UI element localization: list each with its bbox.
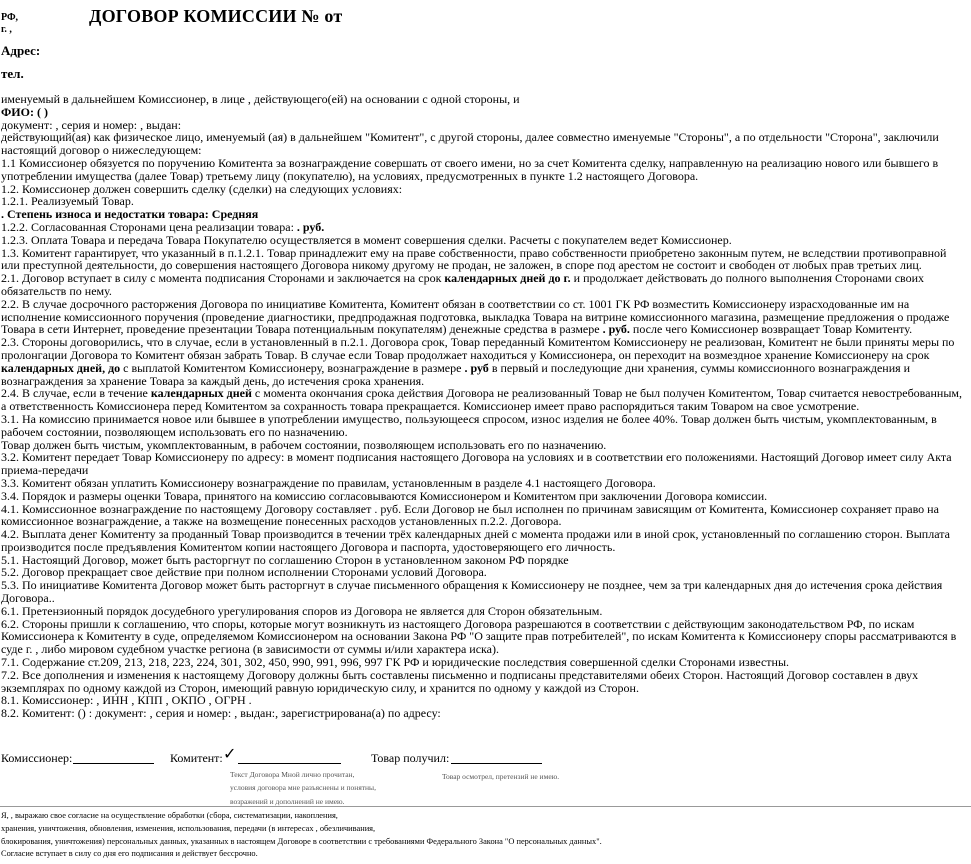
text-run: 1.2.1. Реализуемый Товар.: [1, 194, 134, 209]
text-run: 1.3. Комитент гарантирует, что указанный в п.1.2.1. Товар принадлежит ему на праве собственности, право собственности приобретено законным путем, не вследствии противоправной или преступной деятельности, до совершения настоящего Договора никому другому не продан, не заложен, в споре под арестом не состоит и свободен от любых прав третьих лиц.: [1, 245, 947, 273]
text-run: . Степень износа и недостатки товара: Средняя: [1, 207, 259, 222]
text-run: 3.3. Комитент обязан уплатить Комиссионеру вознаграждение по правилам, установленным в разделе 4.1 настоящего Договора.: [1, 475, 656, 490]
text-run: с момента окончания срока действия Договора не реализованный Товар не был получен Комитентом, Товар считается невостребованным, а ответственность Комиссионера перед Комитентом за сохранность товара прекращается. Комиссионер имеет право распорядиться таким Товаром на свое усмотрение.: [1, 386, 963, 414]
text-run: 8.1. Комиссионер: , ИНН , КПП , ОКПО , ОГРН .: [1, 693, 252, 708]
text-run: 2.1. Договор вступает в силу с момента подписания Сторонами и заключается на срок: [1, 271, 445, 286]
signature-row: [1, 746, 967, 768]
commissioner-sign-label: Комиссионер:: [1, 751, 73, 765]
divider: [0, 806, 971, 807]
text-run: ФИО: ( ): [1, 104, 48, 119]
text-run: 5.2. Договор прекращает свое действие при полном исполнении Сторонами условий Договора.: [1, 565, 487, 580]
text-run: 4.2. Выплата денег Комитенту за проданный Товар производится в течении трёх календарных дней с момента продажи или в иной срок, установленный по соглашению сторон. Выплата производится после предъявления Комитентом копии настоящего Договора и паспорта, удостоверяющего его личность.: [1, 527, 950, 554]
text-run: действующий(ая) как физическое лицо, именуемый (ая) в дальнейшем "Комитент", с другой стороны, далее совместно именуемые "Стороны", а по отдельности "Сторона", заключили настоящий договор о нижеследующем:: [1, 130, 939, 158]
document-title: ДОГОВОР КОМИССИИ № от: [89, 6, 343, 26]
contract-paragraph: [1, 183, 967, 196]
text-run: 4.1. Комиссионное вознаграждение по настоящему Договору составляет . руб. Если Договор не был исполнен по причинам зависящим от Комитента, Комиссионер сохраняет право на комиссионное вознаграждение, а также на возмещение понесенных расходов установленных п.2.2. Договора.: [1, 501, 939, 529]
contract-paragraph: [1, 157, 967, 183]
text-run: 1.2. Комиссионер должен совершить сделку (сделки) на следующих условиях:: [1, 181, 403, 196]
contract-paragraph: [1, 503, 967, 529]
commissioner-sign-line[interactable]: [73, 752, 154, 764]
text-run: с выплатой Комитентом Комиссионеру, вознаграждение в размере: [120, 360, 465, 375]
contract-paragraph: [1, 413, 967, 439]
received-sign-line[interactable]: [451, 752, 542, 764]
text-run: 5.1. Настоящий Договор, может быть расторгнут по соглашению Сторон в установленном законом РФ порядке: [1, 552, 569, 567]
contract-paragraph: [1, 579, 967, 605]
contract-paragraph: [1, 336, 967, 387]
received-label: Товар получил:: [371, 751, 450, 765]
text-run: именуемый в дальнейшем Комиссионер, в лице , действующего(ей) на основании с одной стороны, и: [1, 92, 520, 106]
contract-paragraph: [1, 528, 967, 554]
contract-paragraph: [1, 618, 967, 656]
committent-sign-line[interactable]: [238, 752, 341, 764]
committent-note: Текст Договора Мной лично прочитан, условия договора мне разъяснены и понятны, возражений и дополнений не имею.: [230, 770, 376, 806]
contract-paragraph: [1, 298, 967, 336]
header-city: г. ,: [1, 24, 12, 35]
text-run: 1.1 Комиссионер обязуется по поручению Комитента за вознаграждение совершать от своего имени, но за счет Комитента сделку, направленную на реализацию нового или бывшего в употреблении имущества (далее Товар) третьему лицу (покупателю), на условиях, предусмотренных в пункте 1.2 настоящего Договора.: [1, 155, 939, 183]
text-run: документ: , серия и номер: , выдан:: [1, 117, 182, 132]
contract-paragraph: [1, 131, 967, 157]
text-run: 1.2.3. Оплата Товара и передача Товара Покупателю осуществляется в момент совершения сделки. Расчеты с покупателем ведет Комиссионер.: [1, 232, 732, 247]
text-run: 3.2. Комитент передает Товар Комиссионеру по адресу: в момент подписания настоящего Договора на условиях и в соответствии его положениями. Настоящий Договор имеет силу Акта приема-передачи: [1, 450, 952, 478]
text-run: . руб.: [602, 322, 630, 337]
contract-paragraph: [1, 387, 967, 413]
text-run: 1.2.2. Согласованная Сторонами цена реализации товара:: [1, 219, 297, 234]
phone-label: тел.: [1, 66, 24, 81]
text-run: 6.1. Претензионный порядок досудебного урегулирования споров из Договора не является для Сторон обязательным.: [1, 603, 603, 618]
text-run: и продолжает действовать до полного выполнения Сторонами своих обязательств по нему.: [1, 271, 925, 298]
contract-paragraph: [1, 707, 967, 720]
contract-paragraph: [1, 93, 967, 106]
text-run: 2.4. В случае, если в течение: [1, 386, 151, 401]
contract-paragraph: [1, 669, 967, 695]
text-run: 3.4. Порядок и размеры оценки Товара, принятого на комиссию согласовываются Комиссионером и Комитентом при заключении Договора комиссии.: [1, 488, 768, 503]
check-icon: ✓: [223, 746, 237, 763]
text-run: календарных дней до г.: [444, 271, 571, 286]
text-run: после чего Комиссионер возвращает Товар Комитенту.: [629, 322, 913, 337]
personal-data-consent: Я, , выражаю свое согласие на осуществление обработки (сбора, систематизации, накопления, хранения, уничтожения, обновления, изменения, использования, передачи (в интересах , обезличивания, блокирования, уничтожения) персональных данных, указанных в настоящем Договоре в соответствии с требованиями Федерального Закона "О персональных данных". Согласие вступает в силу со дня его подписания и действует бессрочно.: [1, 811, 602, 859]
text-run: календарных дней: [150, 386, 252, 401]
contract-paragraph: [1, 247, 967, 273]
text-run: 2.3. Стороны договорились, что в случае, если в установленный в п.2.1. Договора срок, Товар переданный Комитентом Комиссионеру не реализован, Комитент не были приняты меры по пролонгации Договора то Комитент обязан забрать Товар. В случае если Товар продолжает находиться у Комиссионера, он переходит на возмездное хранение Комиссионеру на срок: [1, 335, 955, 362]
contract-body: [1, 93, 967, 720]
text-run: 2.2. В случае досрочного расторжения Договора по инициативе Комитента, Комитент обязан в соответствии со ст. 1001 ГК РФ возместить Комиссионеру израсходованные им на исполнение комиссионного поручения (проведение диагностики, предпродажная подготовка, выкладка Товара на витрине комиссионного магазина, размещение предложения о продаже Товара в сети Интернет, проведение презентации Товара потенциальным покупателям) денежные средства в размере: [1, 296, 950, 337]
text-run: Товар должен быть чистым, укомплектованным, в рабочем состоянии, позволяющем использовать его по назначению.: [1, 437, 607, 452]
header-rf: РФ,: [1, 12, 19, 23]
text-run: 3.1. На комиссию принимается новое или бывшее в употреблении имущество, пользующееся спросом, износ изделия не более 40%. Товар должен быть чистым, укомплектованным, в рабочем состоянии, позволяющем использовать его по назначению.: [1, 411, 937, 439]
contract-paragraph: [1, 451, 967, 477]
contract-paragraph: [1, 272, 967, 298]
text-run: . руб: [464, 360, 489, 375]
text-run: 7.1. Содержание ст.209, 213, 218, 223, 224, 301, 302, 450, 990, 991, 996, 997 ГК РФ и юридические последствия совершенной сделки Сторонами известны.: [1, 655, 790, 670]
address-label: Адрес:: [1, 43, 41, 58]
committent-sign-label: Комитент:: [170, 751, 223, 765]
text-run: 6.2. Стороны пришли к соглашению, что споры, которые могут возникнуть из настоящего Договора разрешаются в соответствии с действующим законодательством РФ, по искам Комиссионера к Комитенту в суде, определяемом Комиссионером на основании Закона РФ "О защите прав потребителей", по искам Комитента к Комиссионеру споры рассматриваются в суде г. , либо мировом судебном участке региона (в зависимости от суммы и/или характера иска).: [1, 616, 957, 657]
text-run: в первый и последующие дни хранения, суммы комиссионного вознаграждения и вознаграждения за хранение Товара за каждый день, до истечения срока хранения.: [1, 360, 911, 388]
received-note: Товар осмотрел, претензий не имею.: [442, 772, 560, 781]
text-run: 7.2. Все дополнения и изменения к настоящему Договору должны быть составлены письменно и подписаны представителями обеих Сторон. Настоящий Договор составлен в двух экземплярах по одному каждой из Сторон, имеющий равную юридическую силу, и хранится по одному у каждой из Сторон.: [1, 667, 919, 695]
text-run: 5.3. По инициативе Комитента Договор может быть расторгнут в случае письменного обращения к Комиссионеру не позднее, чем за три календарных дня до истечения срока действия Договора..: [1, 578, 943, 606]
text-run: . руб.: [296, 219, 325, 234]
text-run: календарных дней, до: [1, 360, 121, 375]
text-run: 8.2. Комитент: () : документ: , серия и номер: , выдан:, зарегистрирована(а) по адресу:: [1, 706, 441, 721]
